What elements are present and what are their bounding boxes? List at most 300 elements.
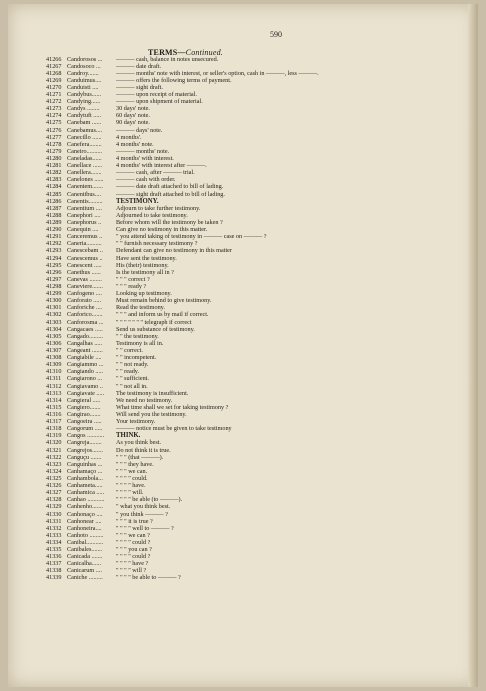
code-row — [46, 247, 476, 254]
code-word: Cangalhas ..... — [67, 339, 103, 347]
code-meaning: THINK. — [116, 432, 141, 440]
code-word: Cangeant ....... — [67, 346, 103, 354]
code-meaning: ——— date draft. — [116, 62, 162, 70]
code-row — [46, 212, 476, 219]
code-meaning: ——— upon receipt of material. — [116, 91, 197, 99]
code-number: 41267 — [46, 62, 62, 70]
code-meaning: " " correct. — [116, 346, 143, 354]
code-meaning: " " sufficient. — [116, 375, 149, 383]
code-row — [46, 169, 476, 176]
code-word: Cangiarono ... — [67, 375, 103, 383]
code-number: 41310 — [46, 368, 62, 376]
code-row — [46, 105, 476, 112]
code-meaning: ——— offers the following terms of payment. — [116, 76, 232, 84]
code-row — [46, 447, 476, 454]
code-number: 41299 — [46, 290, 62, 298]
code-row — [46, 162, 476, 169]
code-meaning: Do not think it is true. — [116, 446, 171, 454]
code-row — [46, 141, 476, 148]
code-number: 41297 — [46, 275, 62, 283]
code-row — [46, 219, 476, 226]
code-number: 41325 — [46, 474, 62, 482]
code-row — [46, 475, 476, 482]
code-row — [46, 91, 476, 98]
code-meaning: Read the testimony. — [116, 304, 165, 312]
code-word: Canibales....... — [67, 546, 103, 554]
code-word: Canicada ....... — [67, 553, 103, 561]
code-word: Cangreja........ — [67, 439, 102, 447]
code-meaning: " " " we can ? — [116, 531, 150, 539]
code-number: 41307 — [46, 346, 62, 354]
code-word: Candroy....... — [67, 69, 99, 77]
code-word: Canhao ........... — [67, 496, 105, 504]
code-row — [46, 390, 476, 397]
code-number: 41334 — [46, 538, 62, 546]
code-row — [46, 368, 476, 375]
code-number: 41314 — [46, 396, 62, 404]
code-row — [46, 532, 476, 539]
code-word: Cangiando ..... — [67, 368, 104, 376]
code-meaning: " " " and inform us by mail if correct. — [116, 311, 209, 319]
code-number: 41312 — [46, 382, 62, 390]
code-row — [46, 518, 476, 525]
code-meaning: Must remain behind to give testimony. — [116, 297, 212, 305]
code-number: 41336 — [46, 553, 62, 561]
code-meaning: Can give no testimony in this matter. — [116, 226, 208, 234]
code-meaning: " " " (that ———). — [116, 453, 164, 461]
code-row — [46, 503, 476, 510]
code-number: 41323 — [46, 460, 62, 468]
code-meaning: His (their) testimony. — [116, 261, 169, 269]
code-number: 41317 — [46, 418, 62, 426]
code-meaning: TESTIMONY. — [116, 197, 159, 205]
code-number: 41337 — [46, 560, 62, 568]
code-number: 41316 — [46, 410, 62, 418]
code-number: 41280 — [46, 155, 62, 163]
code-word: Canguinhas ... — [67, 460, 103, 468]
code-word: Caniche ......... — [67, 574, 103, 582]
code-meaning: Have sent the testimony. — [116, 254, 177, 262]
code-word: Canequin .... — [67, 226, 99, 234]
code-meaning: " what you think best. — [116, 503, 171, 511]
code-row — [46, 468, 476, 475]
code-row — [46, 70, 476, 77]
code-row — [46, 340, 476, 347]
code-meaning: ——— upon shipment of material. — [116, 98, 203, 106]
code-meaning: " " " " could. — [116, 474, 148, 482]
code-meaning: We need no testimony. — [116, 396, 173, 404]
code-number: 41270 — [46, 83, 62, 91]
code-number: 41308 — [46, 354, 62, 362]
code-number: 41331 — [46, 517, 62, 525]
code-row — [46, 326, 476, 333]
code-word: Canhonear .... — [67, 517, 102, 525]
code-row — [46, 269, 476, 276]
code-word: Canhonaço .... — [67, 510, 103, 518]
code-meaning: Adjourn to take further testimony. — [116, 204, 201, 212]
code-number: 41273 — [46, 105, 62, 113]
code-number: 41311 — [46, 375, 62, 383]
code-number: 41305 — [46, 332, 62, 340]
code-meaning: Your testimony. — [116, 418, 156, 426]
code-word: Candytuft ..... — [67, 112, 102, 120]
code-row — [46, 354, 476, 361]
code-word: Candying...... — [67, 98, 101, 106]
code-word: Canellace ...... — [67, 162, 103, 170]
code-word: Canhambola... — [67, 474, 103, 482]
code-meaning: ——— months' note with interest, or seller's option, cash in ———, less ———. — [116, 69, 319, 77]
book-page — [8, 4, 478, 687]
code-number: 41328 — [46, 496, 62, 504]
code-row — [46, 333, 476, 340]
code-number: 41330 — [46, 510, 62, 518]
code-word: Canfogeno .... — [67, 290, 102, 298]
section-row — [46, 432, 476, 439]
code-meaning: " " the testimony. — [116, 332, 159, 340]
code-row — [46, 56, 476, 63]
code-meaning: " " " " be able to ——— ? — [116, 574, 181, 582]
code-row — [46, 404, 476, 411]
code-row — [46, 290, 476, 297]
code-meaning: " you think ——— ? — [116, 510, 169, 518]
code-meaning: " " furnish necessary testimony ? — [116, 240, 198, 248]
code-number: 41283 — [46, 176, 62, 184]
code-row — [46, 283, 476, 290]
code-meaning: 4 months' with interest after ———. — [116, 162, 207, 170]
page-number: 590 — [270, 30, 282, 39]
code-number: 41274 — [46, 112, 62, 120]
code-meaning: What time shall we set for taking testimony ? — [116, 403, 229, 411]
code-word: Canforico....... — [67, 311, 103, 319]
code-word: Canguçu ....... — [67, 453, 102, 461]
code-word: Cangiabile .... — [67, 354, 102, 362]
code-number: 41339 — [46, 574, 62, 582]
code-number: 41303 — [46, 318, 62, 326]
code-row — [46, 425, 476, 432]
code-number: 41326 — [46, 482, 62, 490]
code-word: Canforosma ... — [67, 318, 104, 326]
code-meaning: Looking up testimony. — [116, 290, 172, 298]
code-number: 41266 — [46, 55, 62, 63]
code-number: 41279 — [46, 147, 62, 155]
code-number: 41319 — [46, 432, 62, 440]
code-table — [46, 56, 476, 582]
code-row — [46, 183, 476, 190]
code-row — [46, 539, 476, 546]
code-word: Cangrejos....... — [67, 446, 103, 454]
code-meaning: Is the testimony all in ? — [116, 268, 174, 276]
code-word: Canevas ........ — [67, 275, 102, 283]
code-word: Canhoto ......... — [67, 531, 104, 539]
heading-title: TERMS— — [148, 48, 186, 57]
code-meaning: 60 days' note. — [116, 112, 150, 120]
code-meaning: " " " we can. — [116, 467, 148, 475]
code-meaning: 90 days' note. — [116, 119, 150, 127]
code-number: 41306 — [46, 339, 62, 347]
code-meaning: Send us substance of testimony. — [116, 325, 195, 333]
code-word: Candorosos ... — [67, 55, 103, 63]
code-meaning: " " " " well to ——— ? — [116, 524, 174, 532]
code-meaning: ——— sight draft. — [116, 83, 163, 91]
code-row — [46, 297, 476, 304]
code-word: Cangiero....... — [67, 403, 101, 411]
code-meaning: The testimony is insufficient. — [116, 389, 189, 397]
code-row — [46, 134, 476, 141]
code-number: 41338 — [46, 567, 62, 575]
code-meaning: ——— days' note. — [116, 126, 163, 134]
code-number: 41295 — [46, 261, 62, 269]
code-word: Cangiammo ... — [67, 361, 104, 369]
code-row — [46, 383, 476, 390]
code-word: Canentis......... — [67, 197, 103, 205]
code-number: 41298 — [46, 283, 62, 290]
code-number: 41320 — [46, 439, 62, 447]
code-row — [46, 525, 476, 532]
code-word: Canhamica ..... — [67, 489, 105, 497]
code-row — [46, 546, 476, 553]
code-number: 41318 — [46, 425, 62, 433]
code-number: 41275 — [46, 119, 62, 127]
code-meaning: " " " you can ? — [116, 546, 152, 554]
code-word: Canethus ...... — [67, 268, 101, 276]
code-word: Caneladas...... — [67, 155, 102, 163]
code-number: 41335 — [46, 546, 62, 554]
code-word: Cangieral ..... — [67, 396, 101, 404]
code-word: Canescent ..... — [67, 261, 102, 269]
code-row — [46, 375, 476, 382]
code-number: 41271 — [46, 91, 62, 99]
code-meaning: ——— notice must be given to take testimony — [116, 425, 232, 433]
code-meaning: 30 days' note. — [116, 105, 150, 113]
code-number: 41284 — [46, 183, 62, 191]
code-number: 41290 — [46, 226, 62, 234]
code-row — [46, 411, 476, 418]
code-meaning: ——— cash, after ——— trial. — [116, 169, 195, 177]
code-number: 41282 — [46, 169, 62, 177]
code-word: Canhamaço ... — [67, 467, 103, 475]
code-row — [46, 489, 476, 496]
code-meaning: " " " " will ? — [116, 567, 147, 575]
code-meaning: 4 months' with interest. — [116, 155, 174, 163]
code-meaning: " " " " will. — [116, 489, 144, 497]
code-meaning: " " " it is true ? — [116, 517, 153, 525]
code-meaning: As you think best. — [116, 439, 162, 447]
code-meaning: " " " " have ? — [116, 560, 149, 568]
code-row — [46, 397, 476, 404]
code-number: 41321 — [46, 446, 62, 454]
code-number: 41291 — [46, 233, 62, 241]
code-row — [46, 112, 476, 119]
code-number: 41304 — [46, 325, 62, 333]
code-word: Canephori .... — [67, 211, 101, 219]
code-word: Canhenho....... — [67, 503, 103, 511]
code-number: 41293 — [46, 247, 62, 255]
code-row — [46, 84, 476, 91]
code-number: 41302 — [46, 311, 62, 319]
code-row — [46, 567, 476, 574]
code-row — [46, 155, 476, 162]
code-word: Caneria.......... — [67, 240, 102, 248]
section-row — [46, 198, 476, 205]
code-word: Canduimus.... — [67, 76, 102, 84]
code-number: 41300 — [46, 297, 62, 305]
code-word: Canephorus .. — [67, 219, 102, 227]
code-meaning: Before whom will the testimony be taken ? — [116, 219, 223, 227]
code-word: Caneiro.......... — [67, 147, 103, 155]
code-meaning: " " " " could ? — [116, 553, 151, 561]
code-word: Canforiche .... — [67, 304, 103, 312]
code-number: 41329 — [46, 503, 62, 511]
code-meaning: " " " " could ? — [116, 538, 151, 546]
code-word: Cangos ........... — [67, 432, 105, 440]
code-word: Canescemus .. — [67, 254, 103, 262]
code-meaning: Testimony is all in. — [116, 339, 164, 347]
code-meaning: " " " ready ? — [116, 283, 147, 290]
code-number: 41332 — [46, 524, 62, 532]
code-word: Cangiavamo .. — [67, 382, 103, 390]
code-row — [46, 553, 476, 560]
code-row — [46, 319, 476, 326]
code-number: 41268 — [46, 69, 62, 77]
code-row — [46, 560, 476, 567]
code-number: 41301 — [46, 304, 62, 312]
code-meaning: 4 months'. — [116, 133, 142, 141]
code-number: 41333 — [46, 531, 62, 539]
code-meaning: Defendant can give no testimony in this matter — [116, 247, 232, 255]
code-row — [46, 98, 476, 105]
code-row — [46, 262, 476, 269]
code-number: 41294 — [46, 254, 62, 262]
code-row — [46, 63, 476, 70]
code-number: 41324 — [46, 467, 62, 475]
code-meaning: " " not ready. — [116, 361, 149, 369]
code-meaning: ——— sight draft attached to bill of lading. — [116, 190, 225, 198]
code-row — [46, 148, 476, 155]
code-number: 41285 — [46, 190, 62, 198]
code-word: Canescebam .. — [67, 247, 103, 255]
code-row — [46, 240, 476, 247]
code-number: 41287 — [46, 204, 62, 212]
code-meaning: " " " " " " " telegraph if correct — [116, 318, 192, 326]
code-word: Cangirao....... — [67, 410, 101, 418]
code-word: Cangorum ..... — [67, 425, 103, 433]
code-row — [46, 119, 476, 126]
code-row — [46, 176, 476, 183]
code-word: Canecillo ...... — [67, 133, 102, 141]
code-meaning: " " " " have. — [116, 482, 146, 490]
code-meaning: Will send you the testimony. — [116, 410, 187, 418]
code-meaning: ——— months' note. — [116, 147, 170, 155]
code-row — [46, 127, 476, 134]
code-row — [46, 77, 476, 84]
code-word: Canhoneira.... — [67, 524, 102, 532]
code-word: Cangacaes ..... — [67, 325, 103, 333]
code-meaning: ——— date draft attached to bill of lading. — [116, 183, 224, 191]
code-word: Canicarum .... — [67, 567, 102, 575]
code-word: Canforato ..... — [67, 297, 102, 305]
code-row — [46, 226, 476, 233]
code-row — [46, 418, 476, 425]
code-row — [46, 276, 476, 283]
code-row — [46, 347, 476, 354]
code-word: Caneviere....... — [67, 283, 103, 290]
code-word: Canentibus.... — [67, 190, 102, 198]
code-meaning: " you attend taking of testimony in ——— case on ——— ? — [116, 233, 267, 241]
code-word: Canefera........ — [67, 140, 102, 148]
code-meaning: 4 months' note. — [116, 140, 154, 148]
code-number: 41313 — [46, 389, 62, 397]
code-word: Canebam ...... — [67, 119, 102, 127]
code-word: Canicalha...... — [67, 560, 102, 568]
code-word: Canelones ...... — [67, 176, 104, 184]
code-word: Canellera....... — [67, 169, 102, 177]
code-meaning: " " " " be able (to ———). — [116, 496, 183, 504]
code-meaning: " " " they have. — [116, 460, 154, 468]
code-row — [46, 482, 476, 489]
code-number: 41278 — [46, 140, 62, 148]
code-word: Cangiavate ..... — [67, 389, 105, 397]
code-row — [46, 191, 476, 198]
code-row — [46, 496, 476, 503]
code-word: Canibal........... — [67, 538, 104, 546]
code-number: 41327 — [46, 489, 62, 497]
code-meaning: " " incompetent. — [116, 354, 157, 362]
code-number: 41289 — [46, 219, 62, 227]
code-meaning: " " " correct ? — [116, 275, 150, 283]
code-word: Canentium .... — [67, 204, 102, 212]
code-row — [46, 255, 476, 262]
code-number: 41277 — [46, 133, 62, 141]
code-word: Canhameta..... — [67, 482, 103, 490]
code-number: 41315 — [46, 403, 62, 411]
code-number: 41269 — [46, 76, 62, 84]
code-row — [46, 361, 476, 368]
code-meaning: " " not all in. — [116, 382, 148, 390]
code-row — [46, 461, 476, 468]
code-word: Canebamus.... — [67, 126, 103, 134]
code-word: Candosoco ... — [67, 62, 101, 70]
code-meaning: Adjourned to take testimony. — [116, 211, 188, 219]
code-number: 41296 — [46, 268, 62, 276]
code-number: 41281 — [46, 162, 62, 170]
code-row — [46, 233, 476, 240]
code-row — [46, 454, 476, 461]
code-number: 41272 — [46, 98, 62, 106]
code-word: Candys ........ — [67, 105, 100, 113]
code-word: Cangoeira ..... — [67, 418, 102, 426]
code-row — [46, 205, 476, 212]
code-row — [46, 574, 476, 581]
code-row — [46, 511, 476, 518]
code-word: Cangado......... — [67, 332, 103, 340]
code-meaning: ——— cash with order. — [116, 176, 176, 184]
code-number: 41322 — [46, 453, 62, 461]
code-number: 41292 — [46, 240, 62, 248]
code-row — [46, 311, 476, 318]
code-number: 41309 — [46, 361, 62, 369]
heading-suffix: Continued. — [185, 48, 223, 57]
code-word: Canceremus .. — [67, 233, 103, 241]
code-meaning: ——— cash, balance in notes unsecured. — [116, 55, 219, 63]
code-meaning: " " ready. — [116, 368, 140, 376]
code-word: Canduisti .... — [67, 83, 99, 91]
code-number: 41286 — [46, 197, 62, 205]
code-row — [46, 439, 476, 446]
code-row — [46, 304, 476, 311]
code-number: 41276 — [46, 126, 62, 134]
code-number: 41288 — [46, 211, 62, 219]
code-word: Candybus...... — [67, 91, 102, 99]
